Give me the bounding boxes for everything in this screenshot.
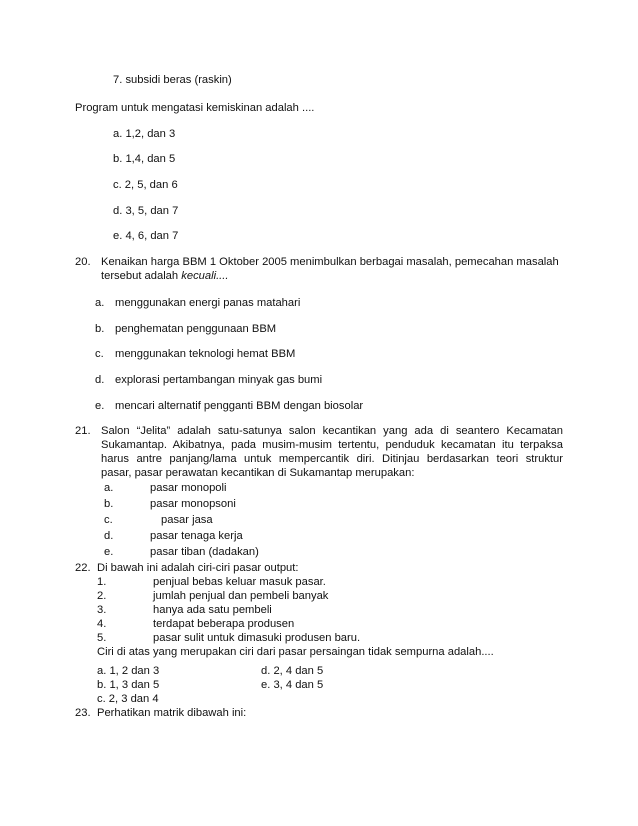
q22-item-1-num: 1. xyxy=(97,576,107,588)
q20-option-a: menggunakan energi panas matahari xyxy=(115,297,301,309)
q19-trailing-item: 7. subsidi beras (raskin) xyxy=(113,74,232,86)
q20-option-d: explorasi pertambangan minyak gas bumi xyxy=(115,374,323,386)
q21-line3: harus antre panjang/lama untuk mempercantik diri. Ditinjau berdasarkan teori struktur xyxy=(101,453,563,465)
q20-line2-text: tersebut adalah xyxy=(101,270,182,282)
q20-line2 xyxy=(101,269,229,283)
q19-option-a: a. 1,2, dan 3 xyxy=(113,128,176,140)
q20-line2-emphasis: kecuali.... xyxy=(181,270,229,282)
q22-item-4-num: 4. xyxy=(97,618,107,630)
q21-option-b-letter: b. xyxy=(104,498,114,510)
q19-prompt: Program untuk mengatasi kemiskinan adalah .... xyxy=(75,102,315,114)
q19-option-d: d. 3, 5, dan 7 xyxy=(113,205,179,217)
q20-line1: Kenaikan harga BBM 1 Oktober 2005 menimbulkan berbagai masalah, pemecahan masalah xyxy=(101,256,559,268)
q22-option-c: c. 2, 3 dan 4 xyxy=(97,693,159,705)
q22-item-5-num: 5. xyxy=(97,632,107,644)
q22-item-3-num: 3. xyxy=(97,604,107,616)
q20-option-b: penghematan penggunaan BBM xyxy=(115,323,277,335)
q22-item-4: terdapat beberapa produsen xyxy=(153,618,295,630)
q21-number: 21. xyxy=(75,425,91,437)
q22-item-1: penjual bebas keluar masuk pasar. xyxy=(153,576,326,588)
q19-option-e: e. 4, 6, dan 7 xyxy=(113,230,179,242)
q19-option-b: b. 1,4, dan 5 xyxy=(113,153,176,165)
q22-item-2-num: 2. xyxy=(97,590,107,602)
q20-option-c-letter: c. xyxy=(95,348,104,360)
q20-option-c: menggunakan teknologi hemat BBM xyxy=(115,348,296,360)
q20-number: 20. xyxy=(75,256,91,268)
q22-number: 22. xyxy=(75,562,91,574)
q21-option-c: pasar jasa xyxy=(161,514,213,526)
q20-option-e: mencari alternatif pengganti BBM dengan biosolar xyxy=(115,400,364,412)
q22-question: Ciri di atas yang merupakan ciri dari pasar persaingan tidak sempurna adalah.... xyxy=(97,646,494,658)
q21-line4: pasar, pasar perawatan kecantikan di Sukamantap merupakan: xyxy=(101,467,415,479)
q22-option-a: a. 1, 2 dan 3 xyxy=(97,665,160,677)
q23-prompt: Perhatikan matrik dibawah ini: xyxy=(97,707,247,719)
q22-item-5: pasar sulit untuk dimasuki produsen baru. xyxy=(153,632,361,644)
q20-option-a-letter: a. xyxy=(95,297,105,309)
q20-option-b-letter: b. xyxy=(95,323,105,335)
q21-option-a-letter: a. xyxy=(104,482,114,494)
q21-option-a: pasar monopoli xyxy=(150,482,227,494)
q22-item-2: jumlah penjual dan pembeli banyak xyxy=(153,590,329,602)
q22-option-e: e. 3, 4 dan 5 xyxy=(261,679,324,691)
q22-item-3: hanya ada satu pembeli xyxy=(153,604,272,616)
q20-option-e-letter: e. xyxy=(95,400,105,412)
q22-option-d: d. 2, 4 dan 5 xyxy=(261,665,324,677)
q21-line1: Salon “Jelita” adalah satu-satunya salon kecantikan yang ada di seantero Kecamatan xyxy=(101,425,563,437)
q21-option-e-letter: e. xyxy=(104,546,114,558)
q22-option-b: b. 1, 3 dan 5 xyxy=(97,679,160,691)
q23-number: 23. xyxy=(75,707,91,719)
q21-option-d-letter: d. xyxy=(104,530,114,542)
q20-option-d-letter: d. xyxy=(95,374,105,386)
q21-option-d: pasar tenaga kerja xyxy=(150,530,243,542)
q21-option-b: pasar monopsoni xyxy=(150,498,236,510)
q21-line2: Sukamantap. Akibatnya, pada musim-musim tertentu, penduduk kecamatan itu terpaksa xyxy=(101,439,563,451)
q21-option-e: pasar tiban (dadakan) xyxy=(150,546,259,558)
q21-option-c-letter: c. xyxy=(104,514,113,526)
q19-option-c: c. 2, 5, dan 6 xyxy=(113,179,178,191)
q22-prompt: Di bawah ini adalah ciri-ciri pasar output: xyxy=(97,562,299,574)
